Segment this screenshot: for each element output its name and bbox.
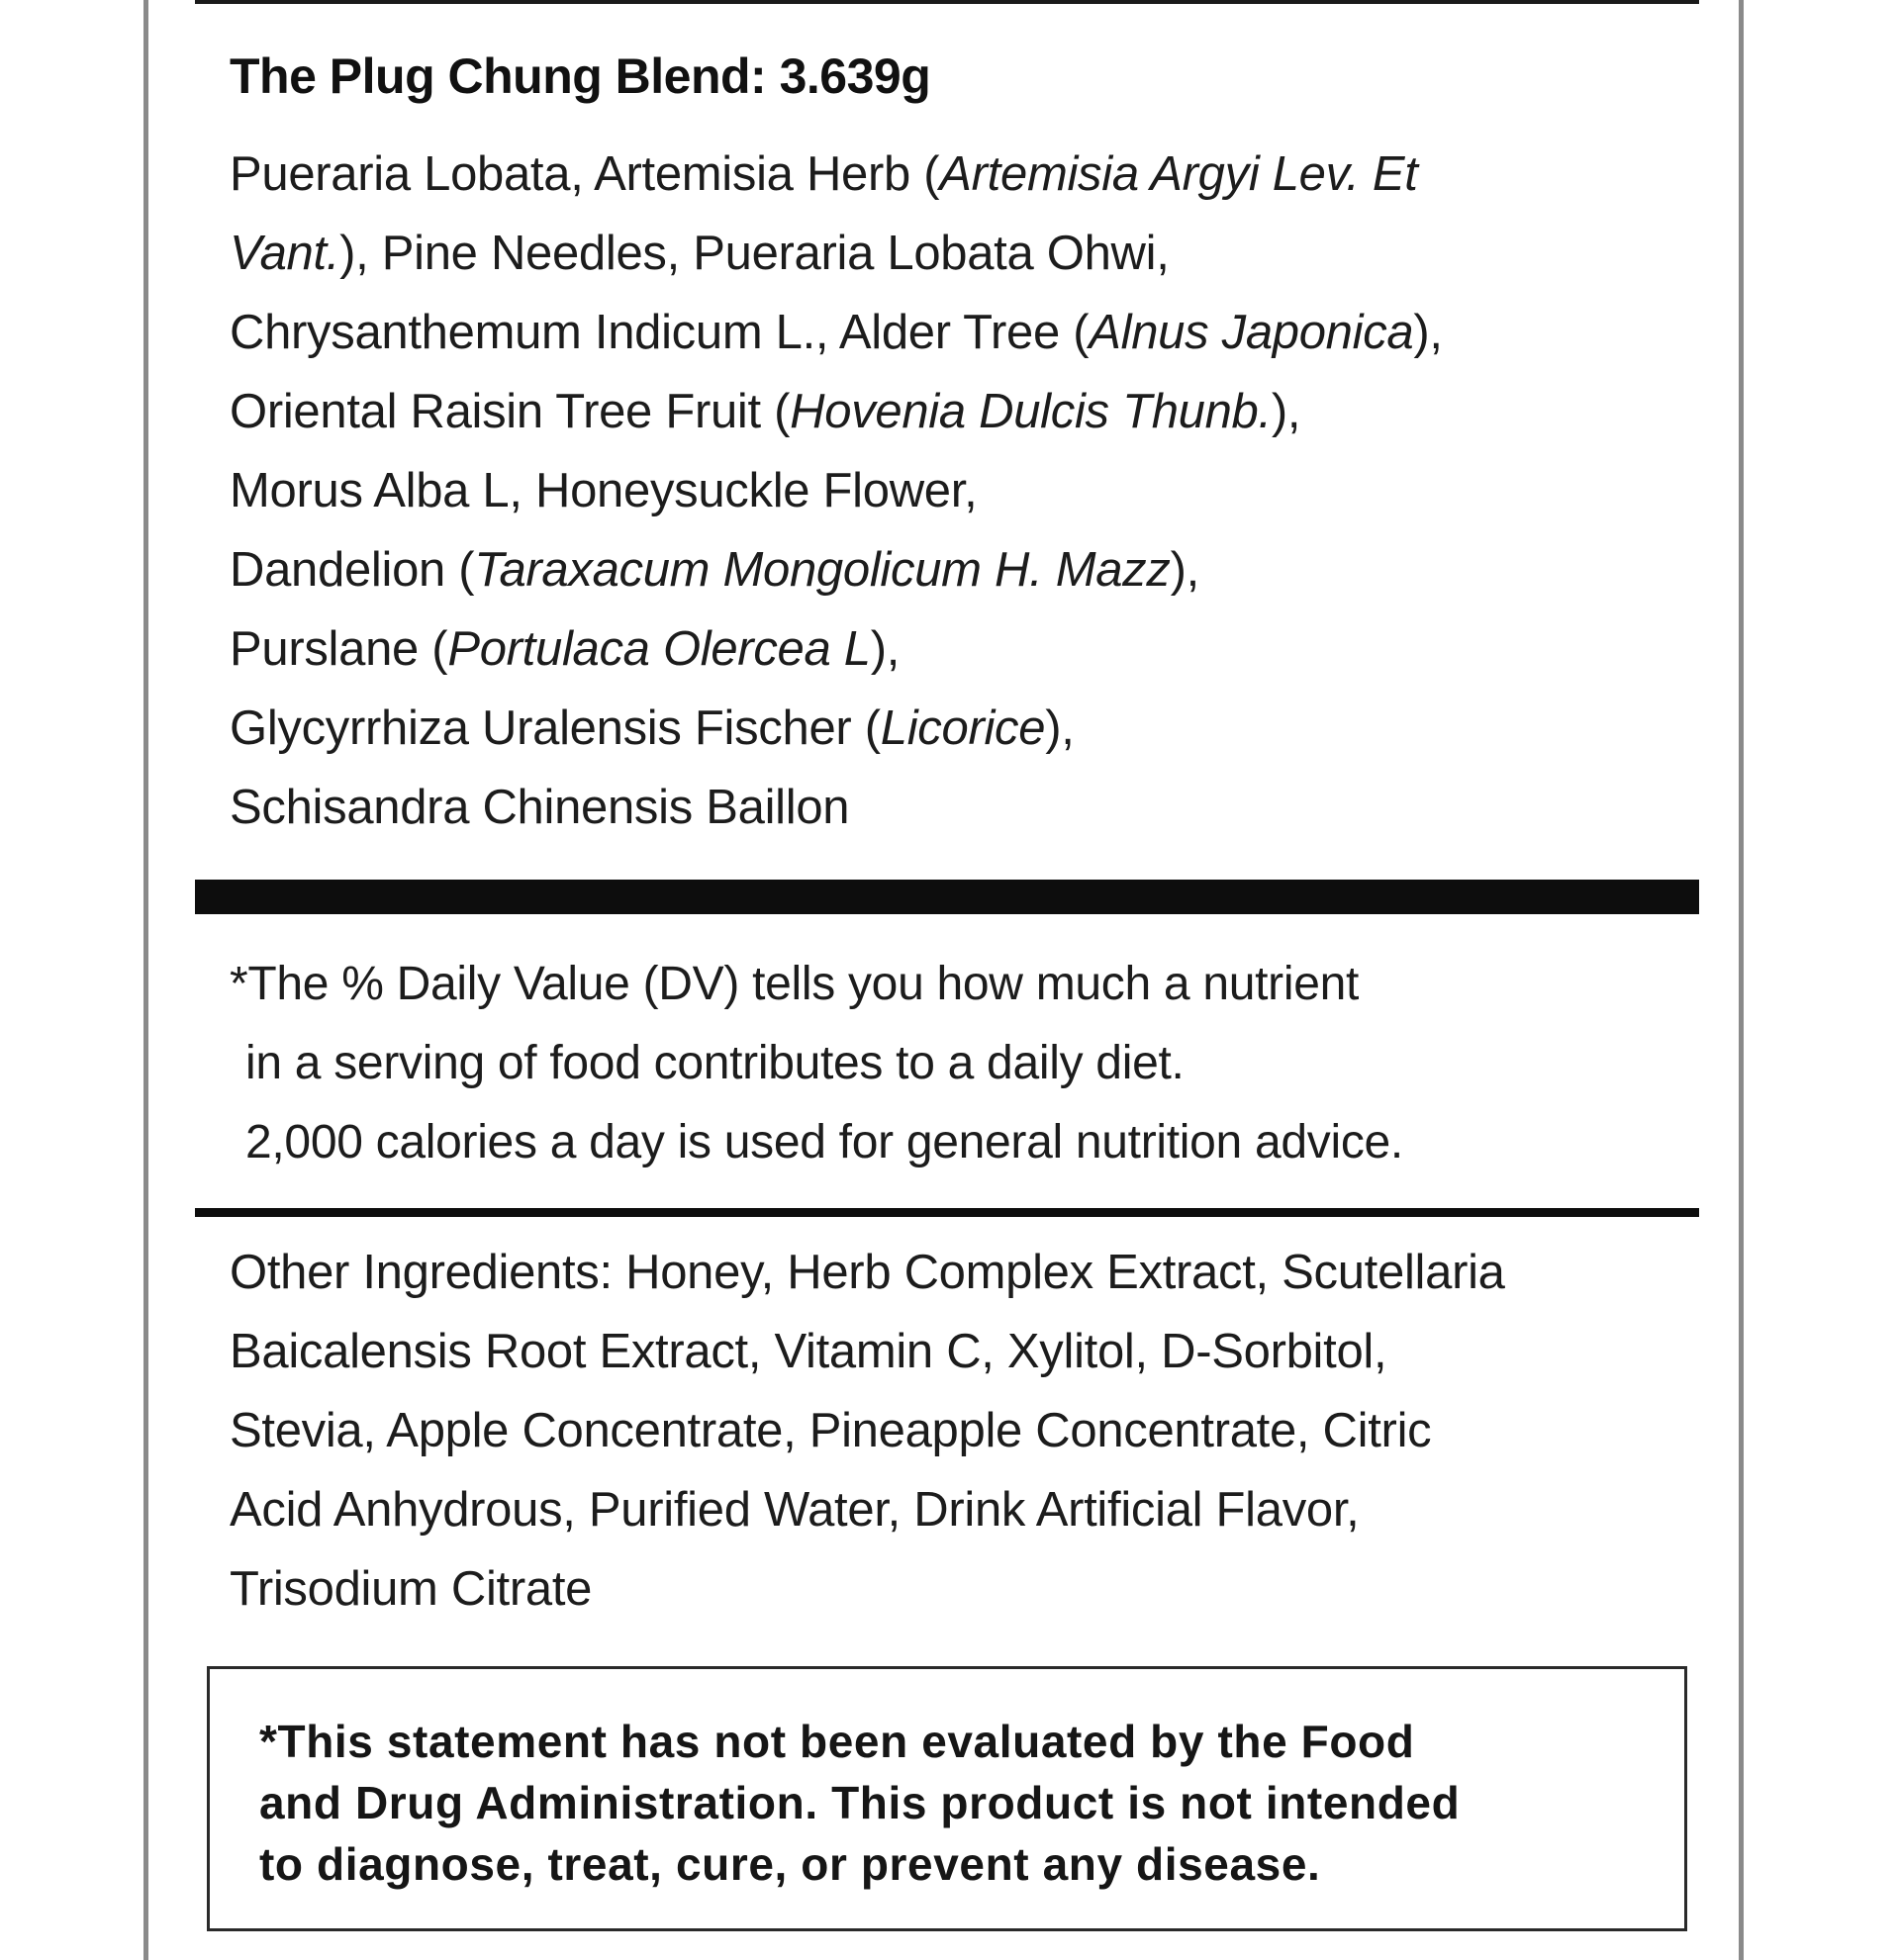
- thin-divider: [195, 1208, 1699, 1217]
- blend-latin-name: Hovenia Dulcis Thunb.: [790, 385, 1272, 438]
- other-ingredients-line: Acid Anhydrous, Purified Water, Drink Artificial Flavor,: [230, 1483, 1360, 1537]
- blend-text: Dandelion (: [230, 543, 475, 597]
- fda-disclaimer-line: *This statement has not been evaluated by the Food: [259, 1716, 1415, 1767]
- blend-line: [230, 695, 1635, 774]
- blend-latin-name: Vant.: [230, 227, 340, 280]
- other-ingredients-line: Stevia, Apple Concentrate, Pineapple Concentrate, Citric: [230, 1404, 1432, 1457]
- blend-text: Glycyrrhiza Uralensis Fischer (: [230, 701, 881, 755]
- blend-text: Schisandra Chinensis Baillon: [230, 781, 850, 834]
- daily-value-line: 2,000 calories a day is used for general nutrition advice.: [245, 1116, 1403, 1168]
- blend-latin-name: Alnus Japonica: [1089, 306, 1414, 359]
- blend-line: [230, 536, 1635, 615]
- blend-line: [230, 774, 1635, 853]
- blend-latin-name: Portulaca Olercea L: [447, 622, 871, 676]
- blend-text: Pueraria Lobata, Artemisia Herb (: [230, 147, 940, 201]
- fda-disclaimer-line: and Drug Administration. This product is not intended: [259, 1777, 1461, 1828]
- blend-latin-name: Taraxacum Mongolicum H. Mazz: [474, 543, 1171, 597]
- blend-text: ),: [1045, 701, 1075, 755]
- daily-value-line: in a serving of food contributes to a daily diet.: [245, 1037, 1185, 1089]
- blend-line: [230, 299, 1635, 378]
- fda-disclaimer-box: [207, 1666, 1687, 1931]
- blend-line: [230, 378, 1635, 457]
- blend-line: [230, 140, 1635, 220]
- blend-text: ),: [870, 622, 901, 676]
- other-ingredients-line: Other Ingredients: Honey, Herb Complex Extract, Scutellaria: [230, 1246, 1505, 1299]
- other-ingredients-line: Baicalensis Root Extract, Vitamin C, Xylitol, D-Sorbitol,: [230, 1325, 1387, 1378]
- fda-disclaimer-line: to diagnose, treat, cure, or prevent any disease.: [259, 1838, 1321, 1890]
- other-ingredients: [230, 1241, 1674, 1636]
- blend-text: Purslane (: [230, 622, 448, 676]
- daily-value-footnote: [230, 953, 1655, 1190]
- blend-text: Oriental Raisin Tree Fruit (: [230, 385, 791, 438]
- blend-line: [230, 615, 1635, 695]
- blend-text: Morus Alba L, Honeysuckle Flower,: [230, 464, 978, 517]
- top-divider: [195, 0, 1699, 4]
- fda-disclaimer-text: [259, 1711, 1664, 1895]
- blend-latin-name: Licorice: [880, 701, 1046, 755]
- daily-value-line: *The % Daily Value (DV) tells you how much a nutrient: [230, 958, 1360, 1010]
- blend-text: Chrysanthemum Indicum L., Alder Tree (: [230, 306, 1090, 359]
- blend-text: ),: [1170, 543, 1199, 597]
- blend-latin-name: Artemisia Argyi Lev. Et: [939, 147, 1418, 201]
- blend-line: [230, 457, 1635, 536]
- blend-ingredient-list: [230, 140, 1635, 853]
- blend-text: ),: [1271, 385, 1301, 438]
- blend-title: The Plug Chung Blend: 3.639g: [230, 48, 931, 104]
- blend-text: ), Pine Needles, Pueraria Lobata Ohwi,: [339, 227, 1170, 280]
- other-ingredients-line: Trisodium Citrate: [230, 1562, 593, 1616]
- blend-text: ),: [1413, 306, 1443, 359]
- thick-divider: [195, 880, 1699, 914]
- blend-line: [230, 220, 1635, 299]
